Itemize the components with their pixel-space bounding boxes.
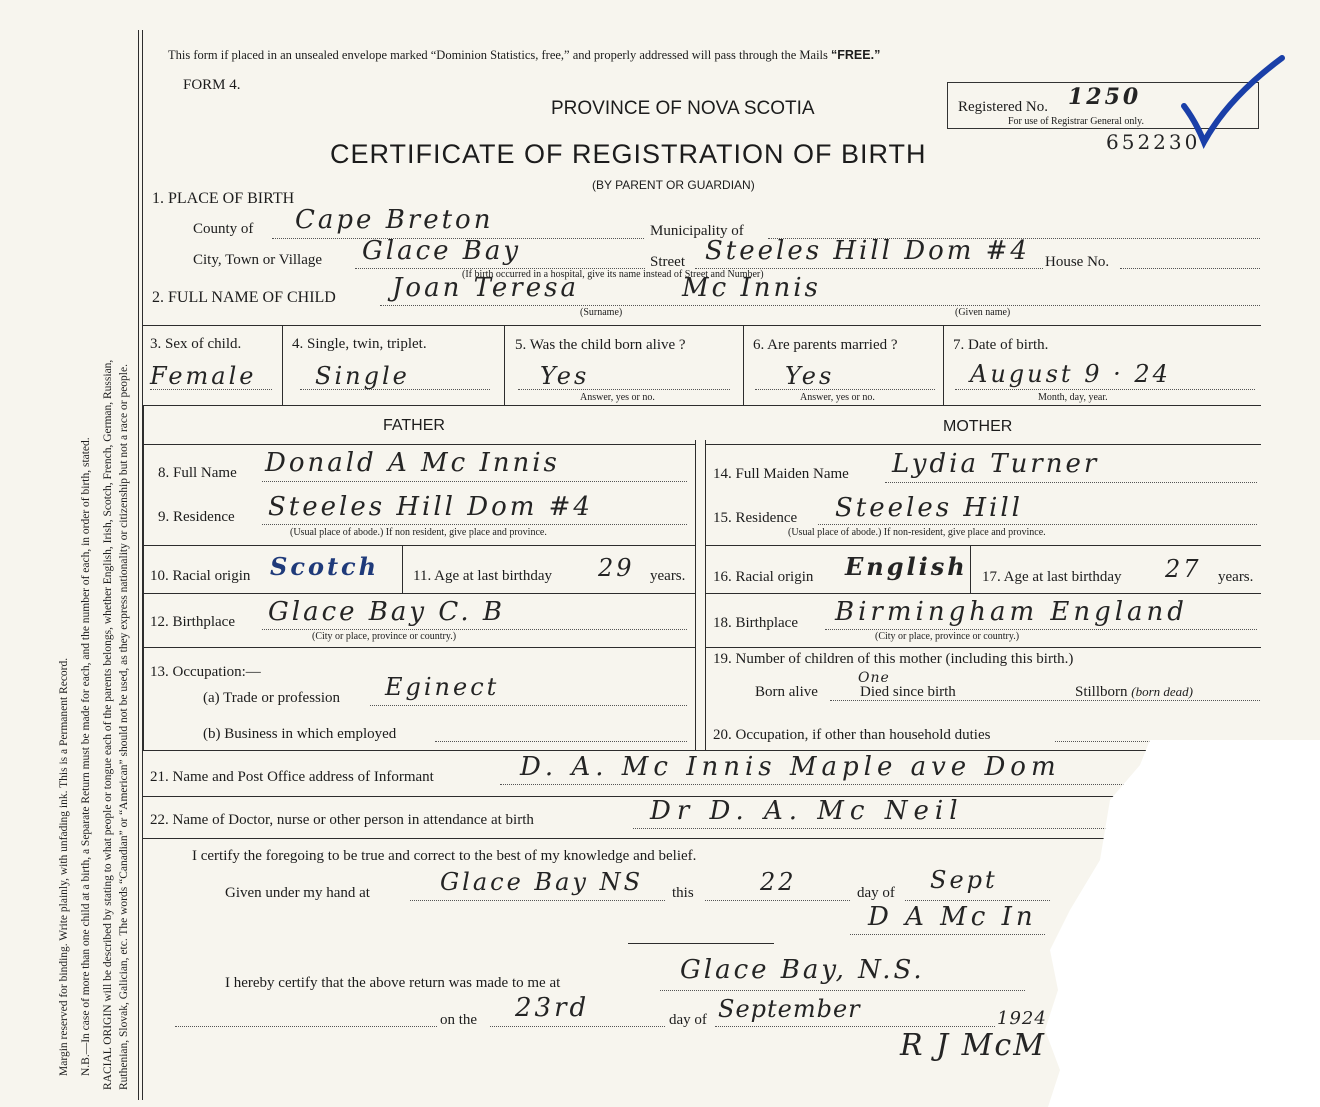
mother-residence-value: Steeles Hill: [835, 493, 1023, 523]
city-value: Glace Bay: [362, 236, 522, 266]
father-age-value: 29: [598, 554, 635, 582]
father-residence-value: Steeles Hill Dom #4: [268, 492, 593, 522]
sex-value: Female: [150, 362, 257, 390]
rule: [402, 545, 403, 593]
certify-month-value: Sept: [930, 866, 998, 894]
this-label: this: [672, 885, 694, 901]
plurality-label: 4. Single, twin, triplet.: [292, 336, 427, 352]
rule: [143, 444, 695, 445]
checkmark-icon: [1178, 50, 1288, 150]
rule: [504, 325, 505, 405]
municipality-label: Municipality of: [650, 223, 744, 239]
rule: [143, 545, 695, 546]
born-alive-count-value: One: [858, 670, 890, 686]
father-age-label: 11. Age at last birthday: [413, 568, 552, 584]
dob-line: [955, 389, 1255, 390]
father-birthplace-value: Glace Bay C. B: [268, 597, 505, 627]
rule: [143, 405, 1261, 406]
informant-label: 21. Name and Post Office address of Informant: [150, 769, 434, 785]
plurality-line: [300, 389, 490, 390]
registrar-month-value: September: [718, 995, 861, 1023]
parents-married-line: [755, 389, 935, 390]
child-surname: Mc Innis: [682, 273, 821, 303]
house-line: [1120, 268, 1260, 269]
father-birthplace-line: [262, 629, 687, 630]
hospital-note: (If birth occurred in a hospital, give its name instead of Street and Number): [462, 269, 764, 280]
father-trade-value: Eginect: [385, 673, 500, 701]
father-racial-label: 10. Racial origin: [150, 568, 251, 584]
mother-name-label: 14. Full Maiden Name: [713, 466, 849, 482]
stillborn-note: (born dead): [1131, 684, 1194, 699]
rule: [743, 325, 744, 405]
rule: [705, 593, 1261, 594]
rule: [143, 325, 1261, 326]
street-label: Street: [650, 254, 685, 270]
doctor-label: 22. Name of Doctor, nurse or other person in attendance at birth: [150, 812, 534, 828]
certify-statement: I certify the foregoing to be true and correct to the best of my knowledge and belief.: [192, 848, 697, 864]
father-name-line: [262, 481, 687, 482]
county-label: County of: [193, 221, 254, 237]
free-label: “FREE.”: [831, 48, 881, 62]
father-name-label: 8. Full Name: [158, 465, 237, 481]
registration-handwritten-number: 652230: [1106, 130, 1201, 154]
certify-day-line: [705, 900, 850, 901]
certify-day-of-label: day of: [857, 885, 895, 901]
stillborn-label: [1075, 684, 1193, 701]
registrar-date-line: [175, 1026, 437, 1027]
doctor-line: [633, 828, 1108, 829]
informant-line: [500, 784, 1130, 785]
rule: [695, 440, 696, 750]
sex-label: 3. Sex of child.: [150, 336, 242, 352]
given-caption: (Given name): [955, 307, 1011, 318]
margin-note-4: Ruthenian, Slovak, Galician, etc. The words “Canadian” or “American” should not be used, as they express nationality or citizenship but not a race or people.: [118, 364, 130, 1090]
child-given-name: Joan Teresa: [392, 273, 579, 303]
rule: [282, 325, 283, 405]
certify-day-value: 22: [760, 868, 797, 896]
registrar-statement: I hereby certify that the above return was made to me at: [225, 975, 561, 991]
rule: [705, 444, 1261, 445]
rule: [143, 405, 144, 750]
mother-racial-label: 16. Racial origin: [713, 569, 814, 585]
father-business-line: [435, 741, 687, 742]
mother-birthplace-value: Birmingham England: [835, 597, 1188, 627]
mail-notice: This form if placed in an unsealed envelope marked “Dominion Statistics, free,” and properly addressed will pass through the Mails “FREE.”: [168, 48, 881, 62]
mother-residence-caption: (Usual place of abode.) If non-resident, give place and province.: [788, 527, 1046, 538]
child-name-label: 2. FULL NAME OF CHILD: [152, 289, 336, 306]
father-business-label: (b) Business in which employed: [203, 726, 397, 742]
registrar-signature: R J McM: [900, 1028, 1046, 1063]
father-years-label: years.: [650, 568, 686, 584]
rule: [970, 545, 971, 593]
margin-note-2: N.B.—In case of more than one child at a birth, a Separate Return must be made for each, and the number of each, in order of birth, stated.: [80, 437, 92, 1076]
mother-heading: MOTHER: [943, 418, 1013, 435]
sex-line: [150, 389, 272, 390]
parents-married-caption: Answer, yes or no.: [800, 392, 875, 403]
house-no-label: House No.: [1045, 254, 1110, 270]
mother-birthplace-caption: (City or place, province or country.): [875, 631, 1020, 642]
father-trade-line: [370, 705, 687, 706]
street-value: Steeles Hill Dom #4: [705, 236, 1030, 266]
registrar-month-line: [715, 1026, 995, 1027]
registered-label: Registered No.: [958, 99, 1048, 115]
form-number: FORM 4.: [183, 77, 241, 93]
father-trade-label: (a) Trade or profession: [203, 690, 341, 706]
rule: [143, 796, 1128, 797]
mother-name-line: [885, 482, 1257, 483]
father-racial-value: Scotch: [270, 552, 380, 581]
given-under-hand-label: Given under my hand at: [225, 885, 370, 901]
mother-children-label: 19. Number of children of this mother (including this birth.): [713, 651, 1074, 667]
registrar-day-value: 23rd: [515, 993, 590, 1023]
father-occupation-label: 13. Occupation:—: [150, 664, 261, 680]
plurality-value: Single: [315, 362, 410, 390]
stillborn-text: Stillborn: [1075, 684, 1128, 700]
rule: [143, 647, 695, 648]
father-name-value: Donald A Mc Innis: [265, 448, 560, 478]
dob-caption: Month, day, year.: [1038, 392, 1108, 403]
place-of-birth-heading: 1. PLACE OF BIRTH: [152, 190, 295, 207]
mother-residence-line: [818, 524, 1257, 525]
page-title: CERTIFICATE OF REGISTRATION OF BIRTH: [330, 139, 927, 169]
registrar-note: For use of Registrar General only.: [1008, 116, 1144, 127]
born-alive-label: 5. Was the child born alive ?: [515, 337, 686, 353]
registrar-day-of-label: day of: [669, 1012, 707, 1028]
signature-line: [850, 934, 1045, 935]
mother-birthplace-label: 18. Birthplace: [713, 615, 798, 631]
father-residence-line: [262, 524, 687, 525]
father-residence-caption: (Usual place of abode.) If non resident, give place and province.: [290, 527, 547, 538]
rule: [943, 325, 944, 405]
divider: [628, 943, 774, 944]
binding-margin-line: [138, 30, 139, 1100]
rule: [143, 750, 1151, 751]
father-birthplace-label: 12. Birthplace: [150, 614, 235, 630]
mother-birthplace-line: [825, 629, 1257, 630]
subtitle: (BY PARENT OR GUARDIAN): [592, 178, 755, 192]
rule: [705, 545, 1261, 546]
margin-note-3: RACIAL ORIGIN will be described by stating to what people or tongue each of the parents belongs, whether English, Irish, Scotch, French, German, Russian,: [102, 359, 114, 1090]
surname-caption: (Surname): [580, 307, 623, 318]
mother-racial-value: English: [845, 552, 968, 581]
on-the-label: on the: [440, 1012, 478, 1028]
born-alive-value: Yes: [540, 362, 590, 390]
doctor-value: Dr D. A. Mc Neil: [650, 796, 964, 826]
dob-label: 7. Date of birth.: [953, 337, 1049, 353]
mother-age-label: 17. Age at last birthday: [982, 569, 1122, 585]
children-line: [830, 700, 1260, 701]
informant-signature: D A Mc In: [868, 902, 1037, 932]
rule: [143, 593, 695, 594]
died-since-birth-label: Died since birth: [860, 684, 956, 700]
parents-married-label: 6. Are parents married ?: [753, 337, 898, 353]
registrar-place-value: Glace Bay, N.S.: [680, 955, 925, 985]
city-label: City, Town or Village: [193, 252, 323, 268]
mother-years-label: years.: [1218, 569, 1254, 585]
born-alive-caption: Answer, yes or no.: [580, 392, 655, 403]
given-place-line: [410, 900, 665, 901]
father-heading: FATHER: [383, 417, 445, 434]
torn-corner: [1040, 740, 1320, 1107]
registrar-place-line: [660, 990, 1025, 991]
rule: [705, 647, 1261, 648]
informant-value: D. A. Mc Innis Maple ave Dom: [520, 752, 1061, 782]
born-alive-line: [518, 389, 730, 390]
registrar-day-line: [490, 1026, 665, 1027]
rule: [705, 440, 706, 750]
registered-number: 1250: [1068, 84, 1142, 110]
margin-note-1: Margin reserved for binding. Write plainly, with unfading ink. This is a Permanent Record.: [58, 657, 70, 1076]
province-heading: PROVINCE OF NOVA SCOTIA: [551, 98, 815, 119]
father-birthplace-caption: (City or place, province or country.): [312, 631, 457, 642]
rule: [143, 838, 1110, 839]
registrar-year-value: 1924: [997, 1008, 1047, 1029]
dob-value: August 9 · 24: [970, 360, 1171, 388]
mother-age-value: 27: [1165, 555, 1202, 583]
given-place-value: Glace Bay NS: [440, 868, 644, 896]
mother-occupation-label: 20. Occupation, if other than household duties: [713, 727, 991, 743]
parents-married-value: Yes: [785, 362, 835, 390]
mother-name-value: Lydia Turner: [892, 449, 1100, 479]
child-name-line: [380, 305, 1260, 306]
father-residence-label: 9. Residence: [158, 509, 235, 525]
born-alive-count-label: Born alive: [755, 684, 818, 700]
mother-residence-label: 15. Residence: [713, 510, 798, 526]
certify-month-line: [905, 900, 1050, 901]
county-value: Cape Breton: [295, 205, 494, 235]
